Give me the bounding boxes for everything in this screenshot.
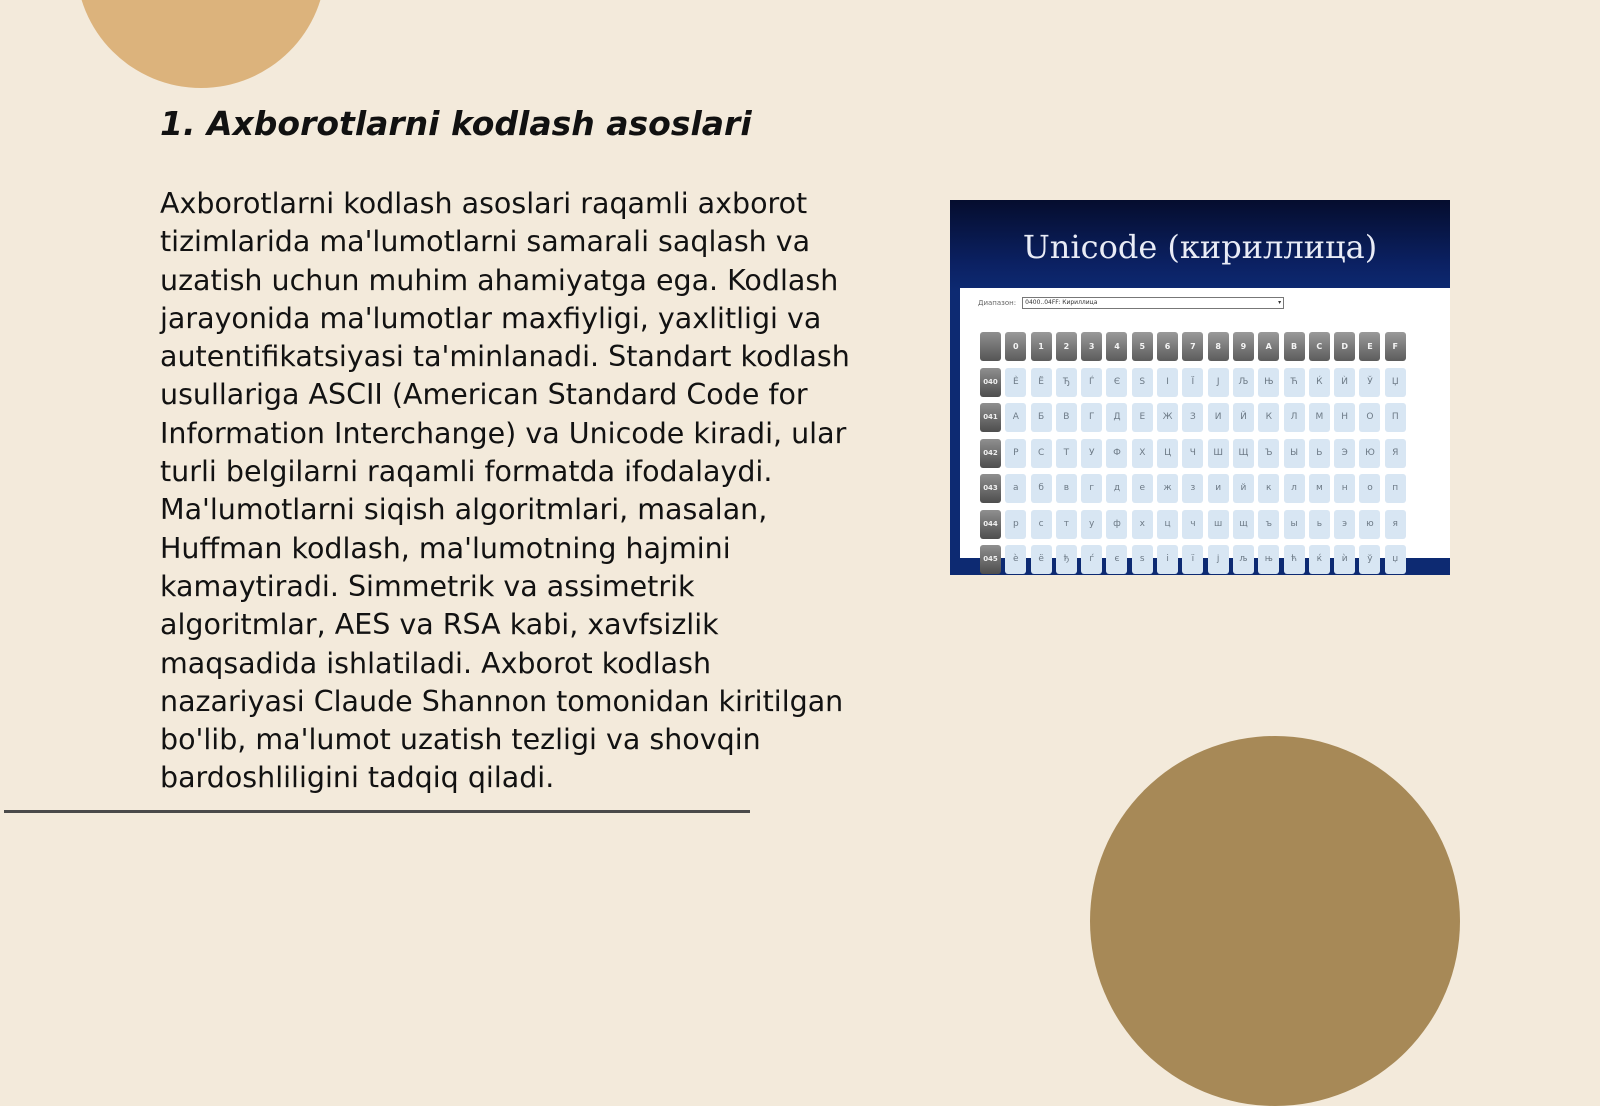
range-label: Диапазон: bbox=[978, 299, 1017, 307]
grid-row-header: 041 bbox=[980, 403, 1001, 432]
grid-char-cell: М bbox=[1309, 403, 1330, 432]
grid-char-cell: ш bbox=[1208, 510, 1229, 539]
grid-char-cell: ћ bbox=[1284, 545, 1305, 574]
grid-char-cell: Ћ bbox=[1284, 368, 1305, 397]
grid-char-cell: и bbox=[1208, 474, 1229, 503]
range-selector bbox=[978, 297, 1284, 309]
unicode-screenshot-image bbox=[950, 200, 1450, 575]
slide-body-text: Axborotlarni kodlash asoslari raqamli axborot tizimlarida ma'lumotlarni samarali saqlash va uzatish uchun muhim ahamiyatga ega. Kodlash jarayonida ma'lumotlar maxfiyligi, yaxlitligi va autentifikatsiyasi ta'minlanadi. Standart kodlash usullariga ASCII (American Standard Code for Information Interchange) va Unicode kiradi, ular turli belgilarni raqamli formatda ifodalaydi. Ma'lumotlarni siqish algoritmlari, masalan, Huffman kodlash, ma'lumotning hajmini kamaytiradi. Simmetrik va assimetrik algoritmlar, AES va RSA kabi, xavfsizlik maqsadida ishlatiladi. Axborot kodlash nazariyasi Claude Shannon tomonidan kiritilgan bo'lib, ma'lumot uzatish tezligi va shovqin bardoshliligini tadqiq qiladi. bbox=[160, 187, 850, 795]
grid-char-cell: я bbox=[1385, 510, 1406, 539]
grid-char-cell: Ѓ bbox=[1081, 368, 1102, 397]
grid-char-cell: ё bbox=[1031, 545, 1052, 574]
grid-char-cell: Г bbox=[1081, 403, 1102, 432]
grid-char-cell: м bbox=[1309, 474, 1330, 503]
grid-char-cell: И bbox=[1208, 403, 1229, 432]
character-map-panel bbox=[960, 288, 1450, 564]
grid-column-header: B bbox=[1284, 332, 1305, 361]
grid-char-cell: ѕ bbox=[1132, 545, 1153, 574]
grid-char-cell: Э bbox=[1334, 439, 1355, 468]
grid-char-cell: Ъ bbox=[1258, 439, 1279, 468]
grid-char-cell: в bbox=[1056, 474, 1077, 503]
grid-char-cell: С bbox=[1031, 439, 1052, 468]
grid-char-cell: Д bbox=[1106, 403, 1127, 432]
grid-char-cell: Т bbox=[1056, 439, 1077, 468]
grid-char-cell: љ bbox=[1233, 545, 1254, 574]
grid-char-cell: г bbox=[1081, 474, 1102, 503]
grid-char-cell: є bbox=[1106, 545, 1127, 574]
grid-char-cell: Ѝ bbox=[1334, 368, 1355, 397]
grid-char-cell: ь bbox=[1309, 510, 1330, 539]
grid-char-cell: Й bbox=[1233, 403, 1254, 432]
grid-char-cell: Н bbox=[1334, 403, 1355, 432]
grid-char-cell: э bbox=[1334, 510, 1355, 539]
grid-row-header: 042 bbox=[980, 439, 1001, 468]
grid-char-cell: Ю bbox=[1359, 439, 1380, 468]
divider-line bbox=[4, 810, 750, 813]
grid-row-header: 044 bbox=[980, 510, 1001, 539]
grid-char-cell: з bbox=[1182, 474, 1203, 503]
grid-char-cell: І bbox=[1157, 368, 1178, 397]
chevron-down-icon: ▾ bbox=[1278, 299, 1282, 306]
grid-char-cell: Ѐ bbox=[1005, 368, 1026, 397]
grid-char-cell: Є bbox=[1106, 368, 1127, 397]
grid-column-header: 7 bbox=[1182, 332, 1203, 361]
range-dropdown-value: 0400..04FF: Кириллица bbox=[1025, 299, 1098, 306]
grid-column-header: C bbox=[1309, 332, 1330, 361]
grid-char-cell: Ў bbox=[1359, 368, 1380, 397]
grid-char-cell: ѝ bbox=[1334, 545, 1355, 574]
grid-column-header: F bbox=[1385, 332, 1406, 361]
grid-char-cell: й bbox=[1233, 474, 1254, 503]
grid-char-cell: ж bbox=[1157, 474, 1178, 503]
grid-char-cell: П bbox=[1385, 403, 1406, 432]
grid-char-cell: ы bbox=[1284, 510, 1305, 539]
character-grid bbox=[980, 332, 1406, 574]
grid-char-cell: Р bbox=[1005, 439, 1026, 468]
grid-char-cell: А bbox=[1005, 403, 1026, 432]
grid-char-cell: Ї bbox=[1182, 368, 1203, 397]
grid-char-cell: З bbox=[1182, 403, 1203, 432]
grid-char-cell: Ф bbox=[1106, 439, 1127, 468]
grid-column-header: 8 bbox=[1208, 332, 1229, 361]
grid-char-cell: У bbox=[1081, 439, 1102, 468]
grid-char-cell: ї bbox=[1182, 545, 1203, 574]
slide-title: 1. Axborotlarni kodlash asoslari bbox=[160, 104, 752, 143]
grid-char-cell: б bbox=[1031, 474, 1052, 503]
grid-char-cell: о bbox=[1359, 474, 1380, 503]
grid-char-cell: Ы bbox=[1284, 439, 1305, 468]
grid-row-header: 040 bbox=[980, 368, 1001, 397]
grid-char-cell: Џ bbox=[1385, 368, 1406, 397]
grid-char-cell: ч bbox=[1182, 510, 1203, 539]
grid-char-cell: Ѕ bbox=[1132, 368, 1153, 397]
grid-char-cell: ю bbox=[1359, 510, 1380, 539]
decorative-circle-bottom bbox=[1090, 736, 1460, 1106]
grid-char-cell: ѓ bbox=[1081, 545, 1102, 574]
grid-column-header: 9 bbox=[1233, 332, 1254, 361]
grid-char-cell: ј bbox=[1208, 545, 1229, 574]
grid-column-header: 0 bbox=[1005, 332, 1026, 361]
grid-char-cell: т bbox=[1056, 510, 1077, 539]
grid-char-cell: і bbox=[1157, 545, 1178, 574]
grid-char-cell: Х bbox=[1132, 439, 1153, 468]
grid-char-cell: Ђ bbox=[1056, 368, 1077, 397]
grid-column-header: D bbox=[1334, 332, 1355, 361]
grid-char-cell: Л bbox=[1284, 403, 1305, 432]
grid-char-cell: Ж bbox=[1157, 403, 1178, 432]
grid-column-header: 6 bbox=[1157, 332, 1178, 361]
grid-column-header: 1 bbox=[1031, 332, 1052, 361]
grid-char-cell: џ bbox=[1385, 545, 1406, 574]
grid-char-cell: Ќ bbox=[1309, 368, 1330, 397]
grid-char-cell: Њ bbox=[1258, 368, 1279, 397]
decorative-circle-top bbox=[76, 0, 326, 88]
grid-char-cell: р bbox=[1005, 510, 1026, 539]
grid-char-cell: Љ bbox=[1233, 368, 1254, 397]
grid-char-cell: њ bbox=[1258, 545, 1279, 574]
grid-char-cell: О bbox=[1359, 403, 1380, 432]
grid-column-header: 5 bbox=[1132, 332, 1153, 361]
grid-char-cell: а bbox=[1005, 474, 1026, 503]
grid-column-header: E bbox=[1359, 332, 1380, 361]
grid-char-cell: ѐ bbox=[1005, 545, 1026, 574]
grid-char-cell: к bbox=[1258, 474, 1279, 503]
grid-char-cell: ђ bbox=[1056, 545, 1077, 574]
image-title: Unicode (кириллица) bbox=[1022, 228, 1378, 266]
grid-char-cell: Ь bbox=[1309, 439, 1330, 468]
grid-char-cell: Ё bbox=[1031, 368, 1052, 397]
grid-char-cell: щ bbox=[1233, 510, 1254, 539]
grid-corner-cell bbox=[980, 332, 1001, 361]
range-dropdown bbox=[1022, 297, 1284, 309]
grid-char-cell: ў bbox=[1359, 545, 1380, 574]
grid-char-cell: с bbox=[1031, 510, 1052, 539]
grid-char-cell: л bbox=[1284, 474, 1305, 503]
grid-char-cell: Щ bbox=[1233, 439, 1254, 468]
grid-char-cell: В bbox=[1056, 403, 1077, 432]
grid-char-cell: ъ bbox=[1258, 510, 1279, 539]
grid-char-cell: Ч bbox=[1182, 439, 1203, 468]
grid-char-cell: д bbox=[1106, 474, 1127, 503]
grid-char-cell: у bbox=[1081, 510, 1102, 539]
grid-char-cell: х bbox=[1132, 510, 1153, 539]
grid-column-header: 3 bbox=[1081, 332, 1102, 361]
grid-char-cell: К bbox=[1258, 403, 1279, 432]
grid-char-cell: Я bbox=[1385, 439, 1406, 468]
grid-column-header: 2 bbox=[1056, 332, 1077, 361]
grid-row-header: 045 bbox=[980, 545, 1001, 574]
grid-char-cell: е bbox=[1132, 474, 1153, 503]
grid-row-header: 043 bbox=[980, 474, 1001, 503]
grid-char-cell: ц bbox=[1157, 510, 1178, 539]
grid-char-cell: ф bbox=[1106, 510, 1127, 539]
grid-char-cell: п bbox=[1385, 474, 1406, 503]
grid-char-cell: н bbox=[1334, 474, 1355, 503]
grid-char-cell: Б bbox=[1031, 403, 1052, 432]
grid-column-header: A bbox=[1258, 332, 1279, 361]
grid-column-header: 4 bbox=[1106, 332, 1127, 361]
grid-char-cell: Ш bbox=[1208, 439, 1229, 468]
grid-char-cell: Е bbox=[1132, 403, 1153, 432]
grid-char-cell: Ц bbox=[1157, 439, 1178, 468]
grid-char-cell: ќ bbox=[1309, 545, 1330, 574]
grid-char-cell: Ј bbox=[1208, 368, 1229, 397]
